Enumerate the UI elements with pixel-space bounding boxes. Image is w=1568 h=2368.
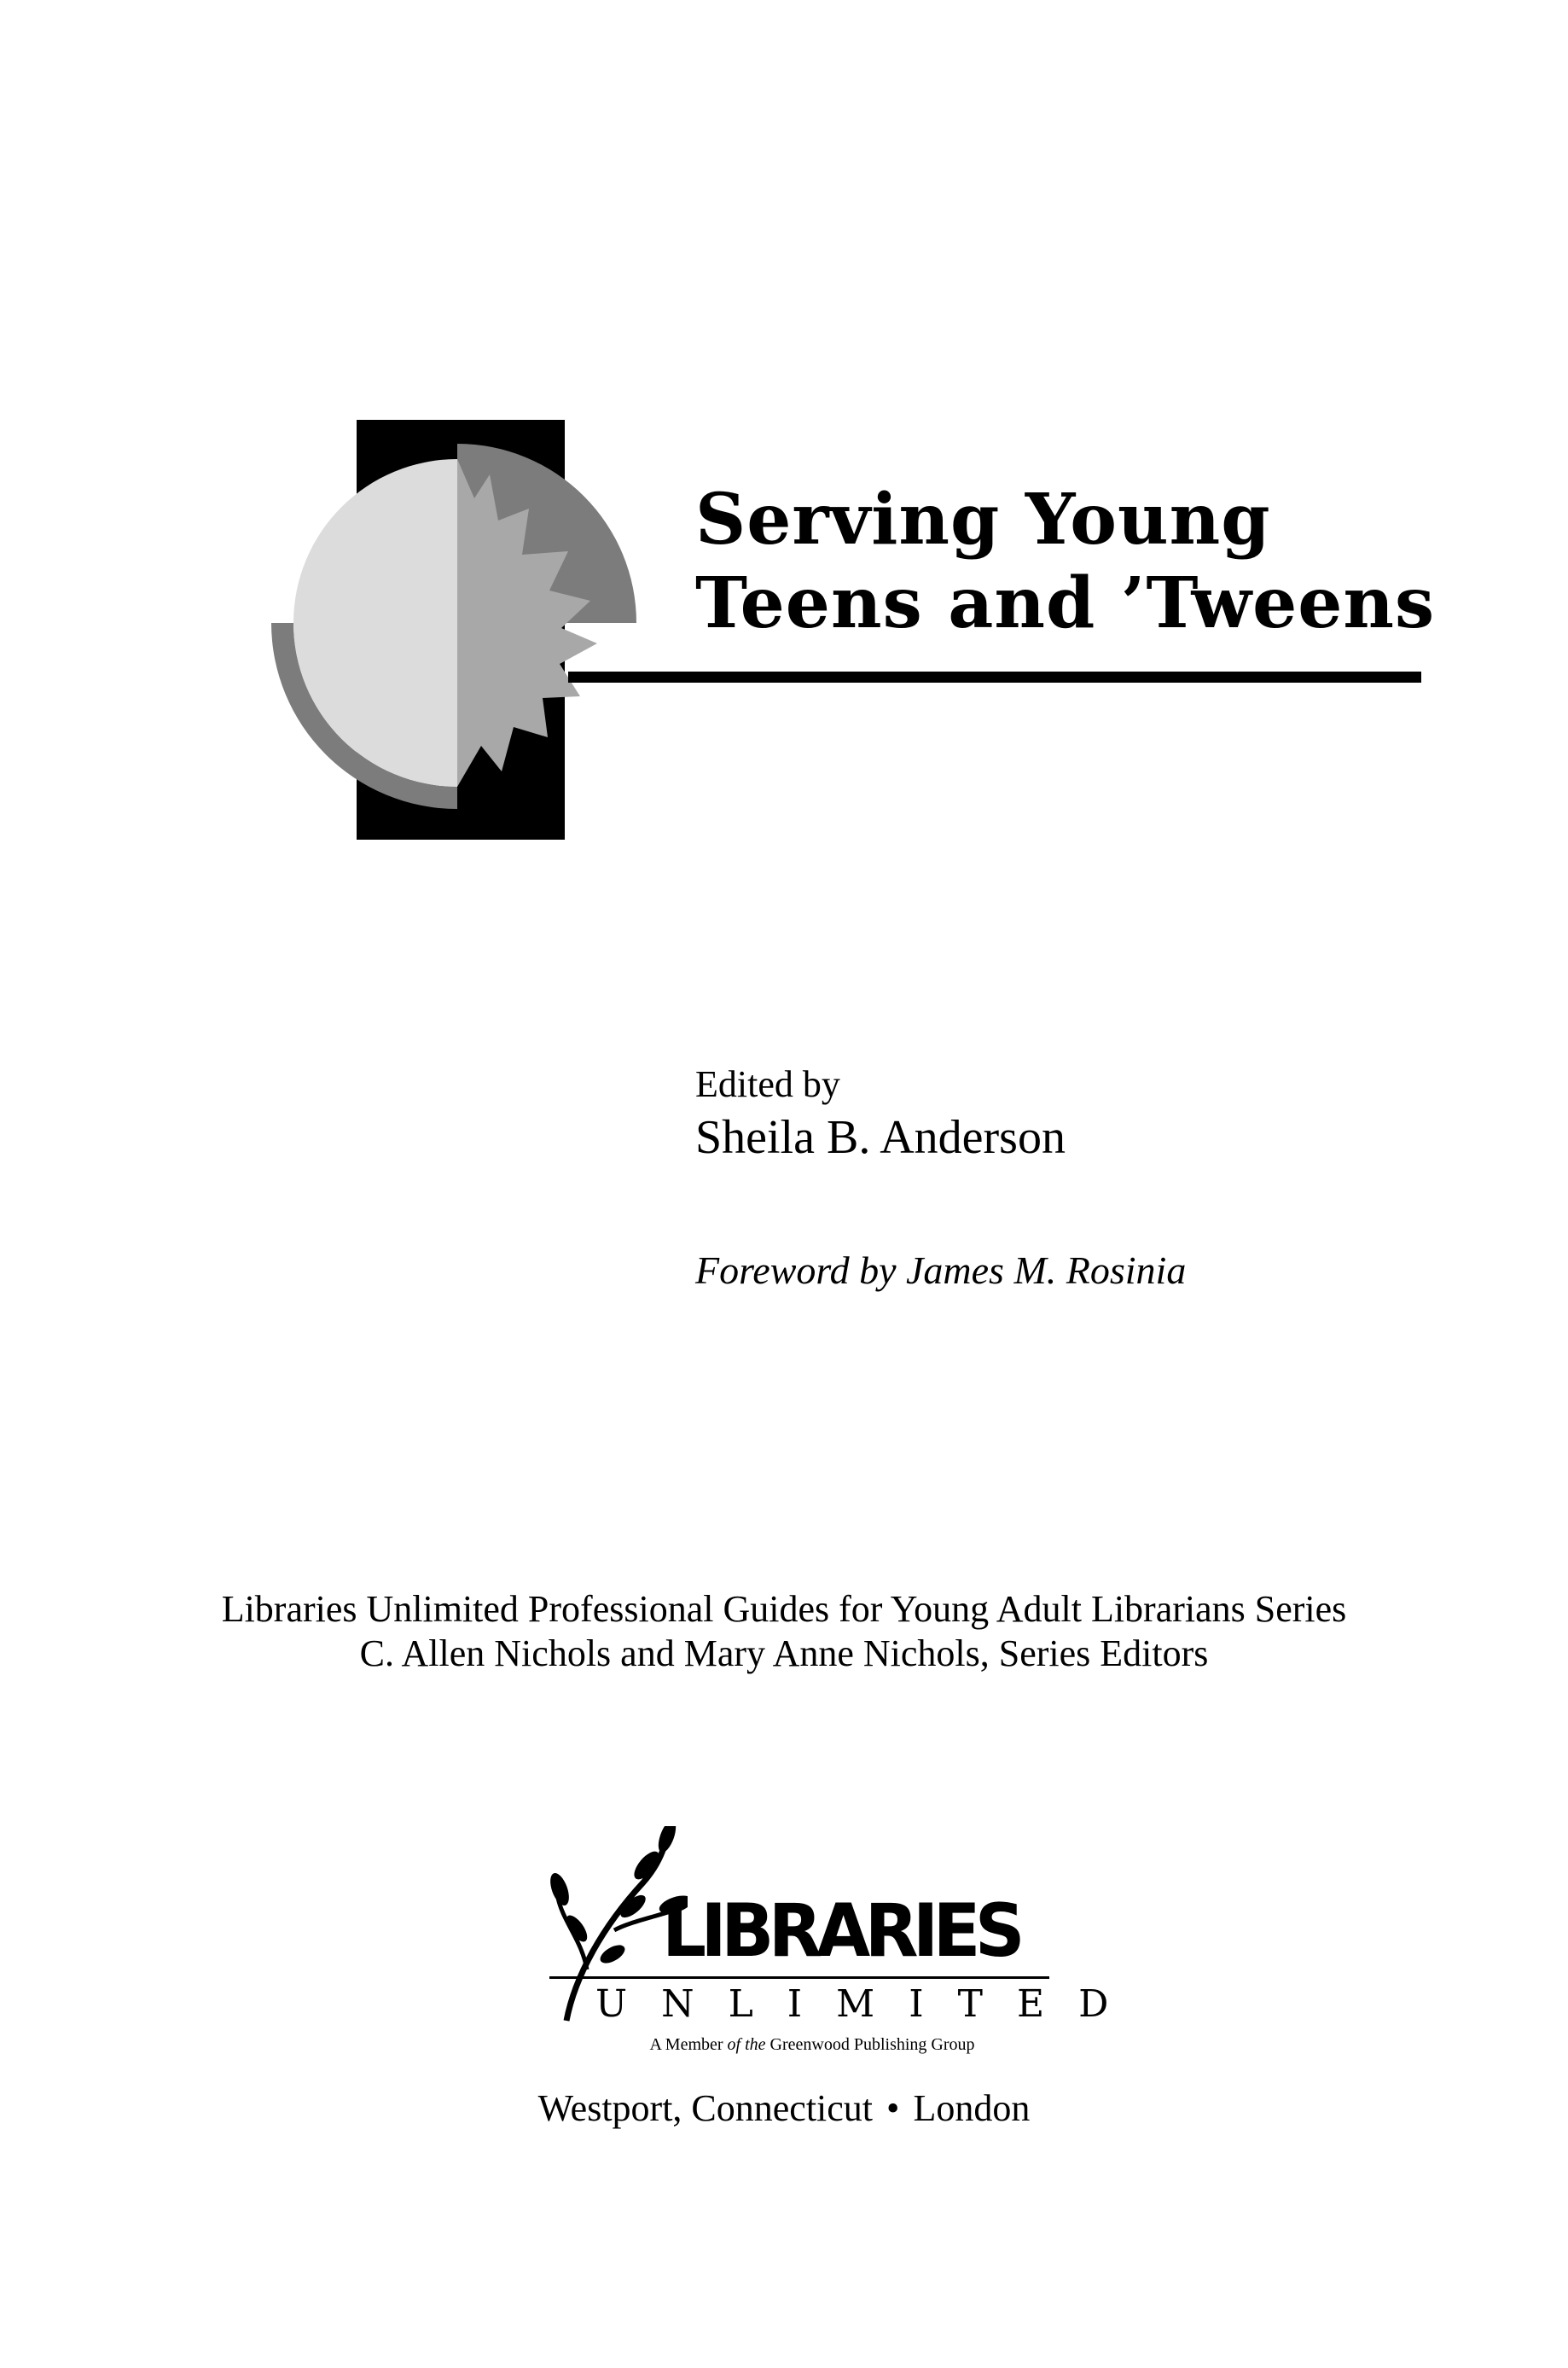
title-rule [568,672,1421,683]
membership-text-start: A Member [649,2035,728,2054]
book-title-line-2: Teens and ’Tweens [695,562,1436,644]
location-city-1: Westport, Connecticut [537,2087,874,2129]
sun-emblem-icon [271,420,647,847]
book-title-line-1: Serving Young [695,479,1271,561]
book-title [695,478,1435,645]
logo-rule [549,1976,1049,1979]
location-city-2: London [913,2087,1031,2129]
publisher-subname: UNLIMITED [595,1982,1143,2026]
series-name: Libraries Unlimited Professional Guides for Young Adult Librarians Series [221,1588,1347,1630]
foreword-credit: Foreword by James M. Rosinia [695,1248,1187,1292]
edited-by-label: Edited by [695,1063,840,1105]
publisher-location [0,2086,1568,2131]
location-separator: • [886,2087,900,2129]
membership-of-the: of the [727,2035,766,2054]
membership-text-end: Greenwood Publishing Group [765,2035,975,2054]
editor-name: Sheila B. Anderson [695,1111,1066,1164]
publisher-name: LIBRARIES [662,1888,1019,1974]
publisher-membership [595,2034,1029,2055]
series-info [0,1587,1568,1676]
publisher-logo [543,1826,1143,2057]
series-editors: C. Allen Nichols and Mary Anne Nichols, Series Editors [359,1632,1209,1674]
